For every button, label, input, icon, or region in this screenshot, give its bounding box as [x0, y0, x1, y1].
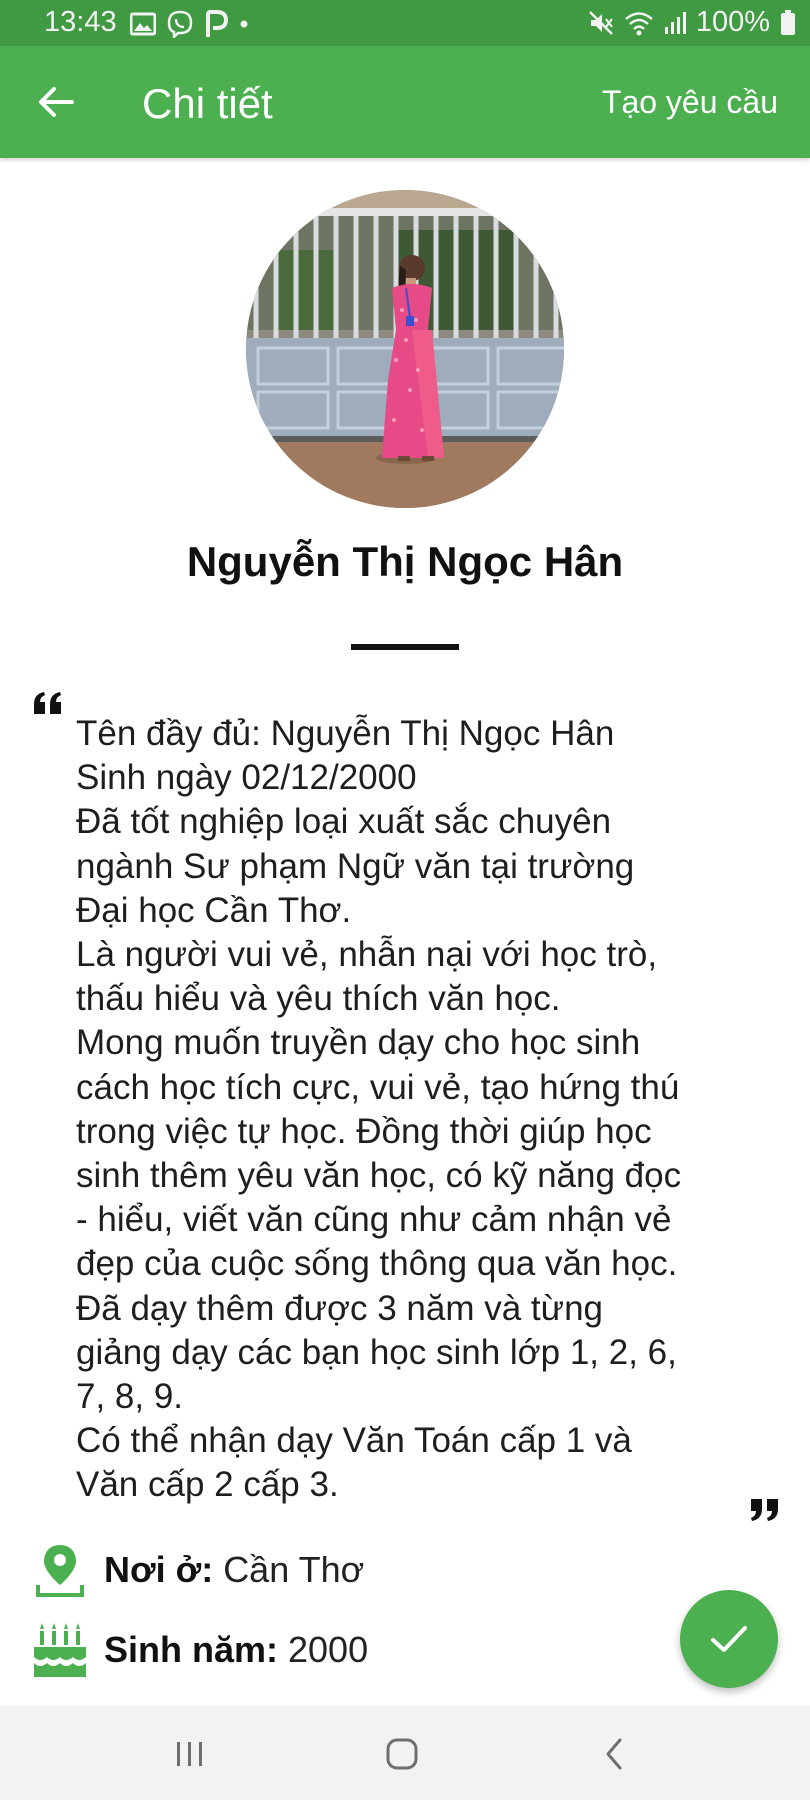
bio-line: giảng dạy các bạn học sinh lớp 1, 2, 6,	[76, 1332, 677, 1372]
battery-icon	[780, 10, 796, 36]
check-icon	[709, 1623, 749, 1655]
app-bar	[0, 46, 810, 158]
bio-line: 7, 8, 9.	[76, 1377, 184, 1417]
bio-line: đẹp của cuộc sống thông qua văn học.	[76, 1244, 678, 1284]
birthday-cake-icon	[32, 1621, 88, 1679]
bio-line: thấu hiểu và yêu thích văn học.	[76, 979, 561, 1019]
residence-value: Cần Thơ	[223, 1549, 365, 1590]
birth-year-row	[32, 1621, 368, 1679]
location-pin-icon	[32, 1541, 88, 1599]
bio-line: - hiểu, viết văn cũng như cảm nhận vẻ	[76, 1200, 672, 1240]
bio-line: Mong muốn truyền dạy cho học sinh	[76, 1023, 641, 1063]
confirm-fab-button[interactable]	[680, 1590, 778, 1688]
bio-line: trong việc tự học. Đồng thời giúp học	[76, 1111, 652, 1151]
status-bar	[0, 0, 810, 46]
bio-line: ngành Sư phạm Ngữ văn tại trường	[76, 846, 635, 886]
avatar	[246, 190, 564, 508]
p-app-icon	[204, 10, 228, 38]
bio-line: sinh thêm yêu văn học, có kỹ năng đọc	[76, 1156, 682, 1196]
bio-line: Có thể nhận dạy Văn Toán cấp 1 và	[76, 1421, 632, 1461]
recent-apps-icon	[174, 1739, 206, 1769]
image-icon	[130, 12, 156, 36]
back-nav-icon	[602, 1737, 626, 1771]
birth-year-value: 2000	[288, 1629, 369, 1670]
back-button[interactable]	[30, 76, 82, 128]
bio-line: Đại học Cần Thơ.	[76, 890, 352, 930]
signal-icon	[664, 11, 686, 35]
viber-icon	[166, 10, 194, 38]
residence-row	[32, 1541, 364, 1599]
residence-label: Nơi ở:	[104, 1549, 214, 1590]
dot-icon	[238, 18, 250, 30]
name-divider	[351, 644, 459, 650]
create-request-button[interactable]: Tạo yêu cầu	[601, 84, 778, 120]
mute-icon	[588, 10, 614, 36]
status-system-icons	[588, 6, 796, 39]
bio-line: Sinh ngày 02/12/2000	[76, 758, 417, 798]
home-button[interactable]	[370, 1728, 434, 1780]
arrow-back-icon	[38, 86, 74, 118]
page-title: Chi tiết	[142, 80, 273, 127]
status-time: 13:43	[44, 6, 117, 38]
profile-name: Nguyễn Thị Ngọc Hân	[186, 538, 624, 585]
navigation-bar	[0, 1706, 810, 1800]
birth-year-label: Sinh năm:	[104, 1629, 279, 1670]
battery-percentage: 100%	[695, 6, 770, 38]
avatar-photo	[246, 190, 564, 508]
quote-open-icon	[32, 690, 64, 716]
bio-text	[76, 712, 766, 1508]
bio-line: Tên đầy đủ: Nguyễn Thị Ngọc Hân	[76, 714, 615, 753]
back-nav-button[interactable]	[582, 1728, 646, 1780]
bio-line: Văn cấp 2 cấp 3.	[76, 1465, 339, 1505]
recent-apps-button[interactable]	[158, 1728, 222, 1780]
bio-line: Đã tốt nghiệp loại xuất sắc chuyên	[76, 802, 612, 842]
bio-line: cách học tích cực, vui vẻ, tạo hứng thú	[76, 1067, 680, 1107]
bio-line: Là người vui vẻ, nhẫn nại với học trò,	[76, 935, 658, 975]
home-icon	[385, 1737, 419, 1771]
status-notification-icons	[130, 10, 250, 38]
wifi-icon	[624, 10, 654, 36]
bio-line: Đã dạy thêm được 3 năm và từng	[76, 1288, 603, 1328]
